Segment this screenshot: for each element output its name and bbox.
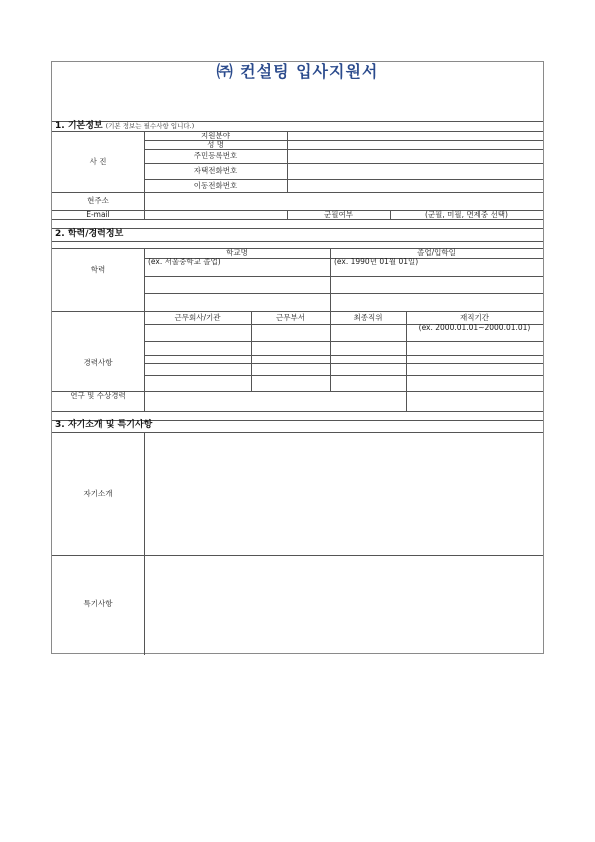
period-input[interactable]: (ex. 2000.01.01~2000.01.01) <box>418 324 531 332</box>
graduation-date-input[interactable] <box>330 293 543 311</box>
field-label-address: 현주소 <box>87 196 109 206</box>
career-label: 경력사항 <box>83 358 113 368</box>
period-header: 재직기간 <box>460 312 489 322</box>
self-intro-label: 자기소개 <box>83 488 113 498</box>
email-input[interactable] <box>144 210 287 219</box>
school-name-input[interactable]: (ex. 서울중학교 졸업) <box>148 258 221 266</box>
research-awards-input[interactable] <box>144 391 406 411</box>
special-notes-label: 특기사항 <box>83 599 113 609</box>
field-label-military: 군필여부 <box>324 210 353 219</box>
special-notes-textarea[interactable] <box>144 555 543 653</box>
school-name-header: 학교명 <box>226 248 248 258</box>
field-label-mobile-phone: 이동전화번호 <box>193 180 238 190</box>
name-input[interactable] <box>287 140 543 149</box>
graduation-date-input[interactable] <box>330 276 543 293</box>
field-label-resident-number: 주민등록번호 <box>193 151 238 161</box>
application-form <box>51 61 544 654</box>
field-label-position: 지원분야 <box>201 131 230 140</box>
military-input[interactable]: (군필, 미필, 면제중 선택) <box>425 210 508 219</box>
section-basic-info-heading: 1. 기본정보 (기본 정보는 필수사항 입니다.) <box>55 121 195 131</box>
department-input[interactable] <box>251 324 330 341</box>
field-label-name: 성 명 <box>207 140 224 149</box>
field-label-home-phone: 자택전화번호 <box>193 166 238 176</box>
school-name-input[interactable] <box>144 293 330 311</box>
photo-box[interactable]: 사 진 <box>89 156 107 166</box>
position-input[interactable] <box>287 131 543 140</box>
research-awards-label: 연구 및 수상경력 <box>70 391 126 401</box>
school-name-input[interactable] <box>144 276 330 293</box>
department-header: 근무부서 <box>276 312 305 322</box>
section-education-career-heading: 2. 학력/경력정보 <box>55 229 124 239</box>
education-label: 학력 <box>90 265 106 274</box>
resident-number-input[interactable] <box>287 149 543 163</box>
company-header: 근무회사/기관 <box>174 312 221 322</box>
graduation-date-input[interactable]: (ex. 1990년 01월 01일) <box>334 258 419 266</box>
form-title: ㈜ 컨설팅 입사지원서 <box>216 62 379 81</box>
address-input[interactable] <box>144 192 543 210</box>
section-basic-info-note: (기본 정보는 필수사항 입니다.) <box>105 122 195 130</box>
home-phone-input[interactable] <box>287 163 543 179</box>
company-input[interactable] <box>144 324 251 341</box>
section-self-intro-heading: 3. 자기소개 및 특기사항 <box>55 420 153 430</box>
position-input[interactable] <box>330 324 406 341</box>
self-intro-textarea[interactable] <box>144 432 543 555</box>
mobile-phone-input[interactable] <box>287 179 543 192</box>
position-header: 최종직위 <box>353 312 383 322</box>
field-label-email: E-mail <box>86 210 110 219</box>
graduation-date-header: 졸업/입학일 <box>417 248 456 258</box>
